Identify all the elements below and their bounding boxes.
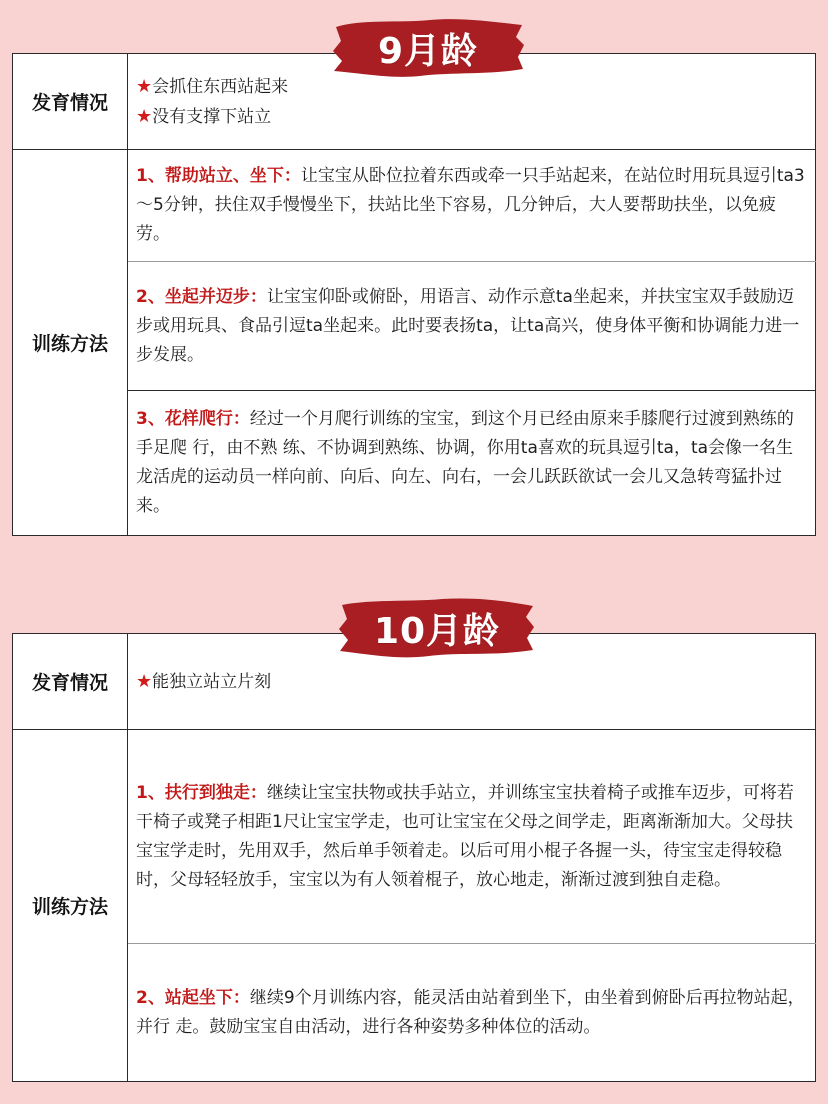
development-item: ★能独立站立片刻 (136, 670, 272, 692)
section-title: 10月龄 (373, 610, 501, 652)
section-title: 9月龄 (377, 30, 479, 72)
info-table (12, 53, 816, 536)
training-header: 训练方法 (13, 150, 128, 536)
star-icon: ★ (136, 75, 153, 97)
info-table (12, 633, 816, 1082)
method-label: 2、坐起并迈步： (136, 286, 267, 307)
method-label: 1、扶行到独走： (136, 782, 267, 803)
method-label: 3、花样爬行： (136, 409, 250, 429)
method-text: 继续让宝宝扶物或扶手站立，并训练宝宝扶着椅子或推车迈步，可将若干椅子或凳子相距1尺让宝宝学走，也可让宝宝在父母之间学走，距离渐渐加大。父母扶宝宝学走时，先用双手，然后单手领着走。以后可用小棍子各握一头，待宝宝走得较稳时，父母轻轻放手，宝宝以为有人领着棍子，放心地走，渐渐过渡到独自走稳。 (136, 782, 794, 890)
method-label: 2、站起坐下： (136, 987, 250, 1008)
method-cell (128, 730, 816, 944)
development-header: 发育情况 (13, 634, 128, 730)
method-cell (128, 150, 816, 262)
section-title-banner (337, 595, 537, 661)
method-text: 让宝宝仰卧或俯卧，用语言、动作示意ta坐起来，并扶宝宝双手鼓励迈步或用玩具、食品引逗ta坐起来。此时要表扬ta，让ta高兴，使身体平衡和协调能力进一步发展。 (136, 286, 800, 365)
method-cell (128, 391, 816, 536)
section-title-banner (330, 15, 526, 81)
method-label: 1、帮助站立、坐下： (136, 166, 301, 186)
method-cell (128, 262, 816, 391)
method-cell (128, 944, 816, 1082)
development-item: ★没有支撑下站立 (136, 105, 272, 127)
star-icon: ★ (136, 670, 153, 692)
method-text: 经过一个月爬行训练的宝宝，到这个月已经由原来手膝爬行过渡到熟练的手足爬 行，由不熟 练、不协调到熟练、协调，你用ta喜欢的玩具逗引ta，ta会像一名生龙活虎的运动员一样向前、向后、向左、向右，一会儿跃跃欲试一会儿又急转弯猛扑过来。 (136, 409, 794, 516)
development-item: ★会抓住东西站起来 (136, 75, 289, 97)
development-header: 发育情况 (13, 54, 128, 150)
training-header: 训练方法 (13, 730, 128, 1082)
method-text: 让宝宝从卧位拉着东西或牵一只手站起来，在站位时用玩具逗引ta3～5分钟，扶住双手慢慢坐下，扶站比坐下容易，几分钟后，大人要帮助扶坐，以免疲劳。 (136, 166, 805, 244)
method-text: 继续9个月训练内容，能灵活由站着到坐下，由坐着到俯卧后再拉物站起，并行 走。鼓励宝宝自由活动，进行各种姿势多种体位的活动。 (136, 987, 805, 1037)
star-icon: ★ (136, 105, 153, 127)
